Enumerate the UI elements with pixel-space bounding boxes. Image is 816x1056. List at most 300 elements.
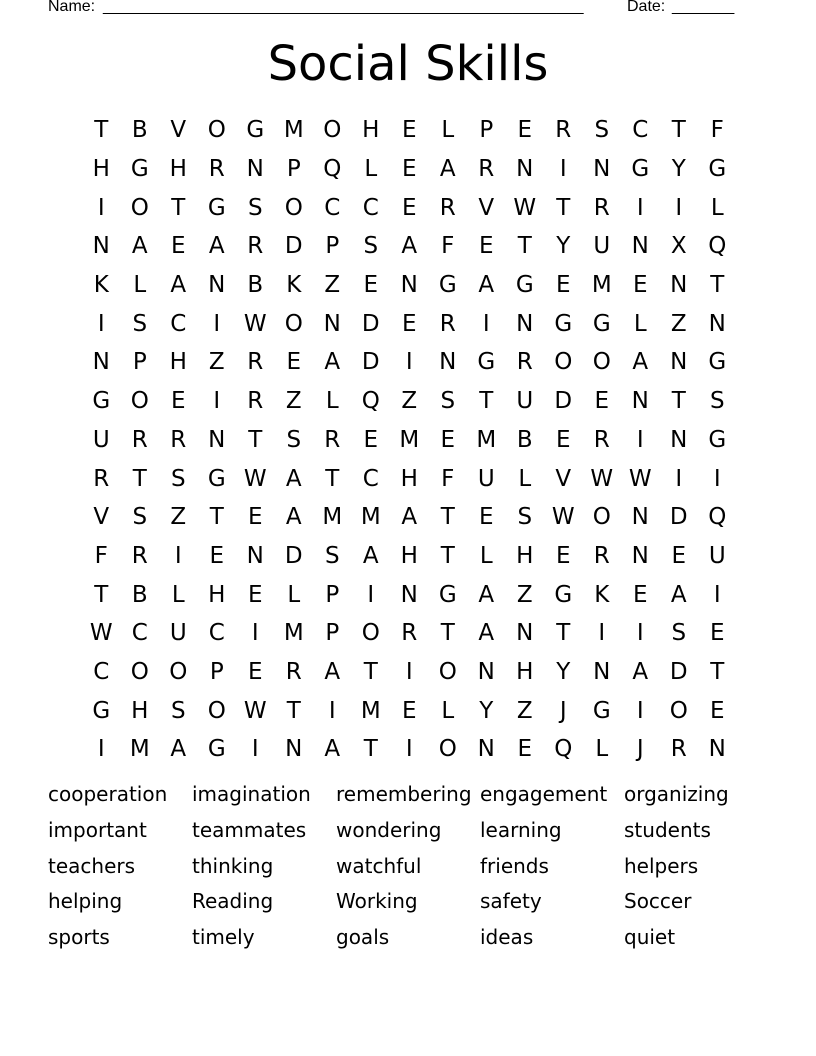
grid-letter: I — [97, 194, 105, 221]
grid-letter: P — [286, 156, 301, 183]
grid-letter: E — [517, 117, 533, 144]
grid-letter: R — [247, 388, 264, 415]
grid-letter: Q — [708, 233, 727, 260]
grid-letter: R — [593, 542, 610, 569]
grid-letter: N — [670, 349, 688, 376]
grid-letter: G — [207, 194, 226, 221]
date-blank: _______ — [672, 0, 735, 15]
grid-letter: R — [247, 349, 264, 376]
word-list-item: Reading — [192, 889, 274, 914]
grid-letter: T — [363, 736, 378, 763]
grid-letter: W — [628, 465, 652, 492]
grid-letter: I — [405, 658, 413, 685]
grid-letter: E — [555, 542, 571, 569]
grid-letter: P — [325, 233, 340, 260]
grid-letter: A — [131, 233, 148, 260]
grid-letter: H — [362, 117, 380, 144]
grid-letter: C — [632, 117, 649, 144]
grid-letter: R — [555, 117, 572, 144]
grid-letter: E — [709, 697, 725, 724]
word-list-item: Working — [336, 889, 418, 914]
grid-letter: I — [636, 697, 644, 724]
grid-letter: L — [171, 581, 185, 608]
grid-letter: I — [367, 581, 375, 608]
grid-letter: A — [324, 658, 341, 685]
word-list-item: goals — [336, 925, 390, 950]
grid-letter: M — [360, 504, 381, 531]
grid-letter: Q — [708, 504, 727, 531]
grid-letter: N — [400, 581, 418, 608]
grid-letter: Z — [208, 349, 225, 376]
grid-letter: G — [246, 117, 265, 144]
grid-letter: G — [554, 581, 573, 608]
grid-letter: V — [478, 194, 495, 221]
word-list-item: teammates — [192, 817, 307, 842]
word-list-item: sports — [48, 925, 110, 950]
grid-letter: N — [246, 542, 264, 569]
grid-letter: N — [208, 272, 226, 299]
grid-letter: M — [476, 426, 497, 453]
word-list-item: ideas — [480, 925, 534, 950]
grid-letter: H — [516, 658, 534, 685]
grid-letter: G — [708, 349, 727, 376]
grid-letter: I — [328, 697, 336, 724]
grid-letter: M — [322, 504, 343, 531]
grid-letter: T — [479, 388, 494, 415]
grid-letter: R — [208, 156, 225, 183]
word-list-item: students — [624, 817, 711, 842]
grid-letter: W — [243, 465, 267, 492]
grid-letter: I — [598, 620, 606, 647]
grid-letter: S — [170, 465, 186, 492]
grid-letter: F — [710, 117, 724, 144]
grid-letter: R — [439, 194, 456, 221]
grid-letter: B — [247, 272, 264, 299]
grid-letter: A — [285, 465, 302, 492]
grid-letter: K — [93, 272, 109, 299]
grid-letter: Z — [324, 272, 341, 299]
grid-letter: N — [708, 736, 726, 763]
grid-letter: L — [479, 542, 493, 569]
grid-letter: Y — [671, 156, 686, 183]
word-list-item: teachers — [48, 853, 136, 878]
grid-letter: E — [594, 388, 610, 415]
grid-letter: T — [209, 504, 224, 531]
grid-letter: H — [169, 156, 187, 183]
grid-letter: G — [438, 581, 457, 608]
grid-letter: O — [361, 620, 380, 647]
grid-letter: Q — [323, 156, 342, 183]
grid-letter: E — [363, 272, 379, 299]
grid-letter: U — [593, 233, 611, 260]
grid-letter: S — [594, 117, 610, 144]
grid-letter: Z — [516, 581, 533, 608]
grid-letter: P — [479, 117, 494, 144]
grid-letter: V — [555, 465, 572, 492]
grid-letter: W — [89, 620, 113, 647]
grid-letter: A — [632, 349, 649, 376]
grid-letter: G — [207, 465, 226, 492]
grid-letter: B — [131, 117, 148, 144]
grid-letter: G — [438, 272, 457, 299]
grid-letter: G — [515, 272, 534, 299]
grid-letter: O — [207, 117, 226, 144]
grid-letter: I — [251, 736, 259, 763]
grid-letter: Q — [361, 388, 380, 415]
grid-letter: S — [170, 697, 186, 724]
grid-letter: T — [556, 620, 571, 647]
grid-letter: U — [477, 465, 495, 492]
grid-letter: E — [247, 504, 263, 531]
grid-letter: O — [130, 658, 149, 685]
grid-letter: N — [477, 658, 495, 685]
grid-letter: X — [670, 233, 687, 260]
grid-letter: S — [363, 233, 379, 260]
grid-letter: R — [478, 156, 495, 183]
grid-letter: I — [636, 194, 644, 221]
grid-letter: D — [669, 658, 688, 685]
grid-letter: N — [92, 233, 110, 260]
grid-letter: A — [478, 272, 495, 299]
grid-letter: T — [556, 194, 571, 221]
grid-letter: C — [93, 658, 110, 685]
word-list-item: timely — [192, 925, 255, 950]
grid-letter: M — [591, 272, 612, 299]
grid-letter: L — [595, 736, 609, 763]
grid-letter: R — [247, 233, 264, 260]
grid-letter: V — [170, 117, 187, 144]
grid-letter: N — [208, 426, 226, 453]
grid-letter: E — [478, 504, 494, 531]
grid-letter: B — [516, 426, 533, 453]
grid-letter: O — [669, 697, 688, 724]
grid-letter: U — [92, 426, 110, 453]
grid-letter: N — [477, 736, 495, 763]
grid-letter: N — [631, 388, 649, 415]
grid-letter: G — [708, 426, 727, 453]
grid-letter: C — [362, 465, 379, 492]
grid-letter: N — [670, 426, 688, 453]
grid-letter: A — [170, 272, 187, 299]
grid-letter: S — [132, 504, 148, 531]
grid-letter: J — [559, 697, 567, 724]
grid-letter: G — [92, 388, 111, 415]
grid-letter: T — [94, 581, 109, 608]
grid-letter: I — [213, 310, 221, 337]
grid-letter: I — [713, 465, 721, 492]
grid-letter: N — [708, 310, 726, 337]
grid-letter: O — [438, 658, 457, 685]
grid-letter: A — [439, 156, 456, 183]
grid-letter: N — [439, 349, 457, 376]
grid-letter: L — [133, 272, 147, 299]
grid-letter: E — [555, 426, 571, 453]
word-list-item: organizing — [624, 782, 729, 806]
grid-letter: T — [132, 465, 147, 492]
grid-letter: T — [363, 658, 378, 685]
grid-letter: J — [636, 736, 644, 763]
grid-letter: O — [207, 697, 226, 724]
grid-letter: G — [554, 310, 573, 337]
grid-letter: D — [361, 349, 380, 376]
word-list-item: engagement — [480, 782, 608, 806]
grid-letter: Y — [479, 697, 494, 724]
grid-letter: W — [513, 194, 537, 221]
grid-letter: B — [131, 581, 148, 608]
word-search-grid — [82, 111, 737, 769]
grid-letter: O — [592, 504, 611, 531]
grid-letter: E — [401, 156, 417, 183]
grid-letter: C — [131, 620, 148, 647]
grid-letter: G — [207, 736, 226, 763]
grid-letter: H — [400, 542, 418, 569]
grid-letter: M — [283, 117, 304, 144]
grid-letter: S — [709, 388, 725, 415]
grid-letter: G — [708, 156, 727, 183]
grid-letter: T — [440, 504, 455, 531]
grid-letter: C — [362, 194, 379, 221]
word-list-item: safety — [480, 889, 542, 914]
word-list-item: wondering — [336, 817, 442, 842]
grid-letter: E — [247, 658, 263, 685]
grid-letter: S — [671, 620, 687, 647]
grid-letter: U — [169, 620, 187, 647]
grid-letter: C — [170, 310, 187, 337]
grid-letter: G — [92, 697, 111, 724]
grid-letter: A — [670, 581, 687, 608]
grid-letter: P — [209, 658, 224, 685]
grid-letter: R — [593, 194, 610, 221]
grid-letter: E — [555, 272, 571, 299]
grid-letter: Z — [285, 388, 302, 415]
grid-letter: I — [675, 194, 683, 221]
grid-letter: E — [401, 310, 417, 337]
grid-letter: O — [130, 194, 149, 221]
grid-letter: O — [554, 349, 573, 376]
grid-letter: S — [440, 388, 456, 415]
grid-letter: P — [132, 349, 147, 376]
grid-letter: N — [516, 310, 534, 337]
grid-letter: G — [477, 349, 496, 376]
grid-letter: G — [130, 156, 149, 183]
grid-letter: A — [478, 581, 495, 608]
grid-letter: L — [325, 388, 339, 415]
grid-letter: T — [248, 426, 263, 453]
grid-letter: S — [132, 310, 148, 337]
grid-letter: M — [399, 426, 420, 453]
grid-letter: U — [708, 542, 726, 569]
grid-letter: N — [631, 233, 649, 260]
grid-letter: D — [284, 542, 303, 569]
grid-letter: W — [590, 465, 614, 492]
word-list-item: important — [48, 817, 147, 842]
grid-letter: A — [324, 736, 341, 763]
grid-letter: D — [669, 504, 688, 531]
grid-letter: A — [324, 349, 341, 376]
grid-letter: H — [92, 156, 110, 183]
grid-letter: L — [441, 117, 455, 144]
grid-letter: M — [360, 697, 381, 724]
grid-letter: N — [516, 156, 534, 183]
grid-letter: W — [551, 504, 575, 531]
grid-letter: N — [516, 620, 534, 647]
grid-letter: Y — [556, 658, 571, 685]
grid-letter: P — [325, 620, 340, 647]
word-list-item: remembering — [336, 782, 472, 806]
word-list-item: helpers — [624, 853, 699, 878]
grid-letter: O — [169, 658, 188, 685]
grid-letter: L — [518, 465, 532, 492]
grid-letter: N — [246, 156, 264, 183]
grid-letter: E — [170, 233, 186, 260]
grid-letter: R — [131, 426, 148, 453]
name-label: Name: — [48, 0, 96, 15]
grid-letter: A — [401, 504, 418, 531]
grid-letter: I — [97, 310, 105, 337]
grid-letter: H — [131, 697, 149, 724]
grid-letter: Z — [516, 697, 533, 724]
grid-letter: R — [670, 736, 687, 763]
grid-letter: D — [554, 388, 573, 415]
grid-letter: T — [440, 620, 455, 647]
word-list-item: imagination — [192, 782, 311, 806]
grid-letter: Z — [670, 310, 687, 337]
grid-letter: H — [208, 581, 226, 608]
grid-letter: T — [171, 194, 186, 221]
word-list-item: quiet — [624, 925, 676, 950]
grid-letter: L — [287, 581, 301, 608]
grid-letter: O — [438, 736, 457, 763]
grid-letter: F — [94, 542, 108, 569]
grid-letter: E — [401, 194, 417, 221]
grid-letter: L — [364, 156, 378, 183]
grid-letter: E — [709, 620, 725, 647]
grid-letter: S — [286, 426, 302, 453]
grid-letter: I — [405, 736, 413, 763]
grid-letter: I — [97, 736, 105, 763]
grid-letter: A — [208, 233, 225, 260]
grid-letter: O — [284, 194, 303, 221]
grid-letter: N — [400, 272, 418, 299]
grid-letter: N — [670, 272, 688, 299]
grid-letter: K — [286, 272, 302, 299]
grid-letter: T — [440, 542, 455, 569]
page-title: Social Skills — [267, 36, 549, 92]
grid-letter: R — [324, 426, 341, 453]
grid-letter: W — [243, 697, 267, 724]
grid-letter: L — [633, 310, 647, 337]
grid-letter: L — [441, 697, 455, 724]
grid-letter: E — [209, 542, 225, 569]
grid-letter: C — [324, 194, 341, 221]
grid-letter: W — [243, 310, 267, 337]
grid-letter: R — [516, 349, 533, 376]
grid-letter: S — [324, 542, 340, 569]
grid-letter: O — [592, 349, 611, 376]
grid-letter: E — [632, 272, 648, 299]
grid-letter: S — [517, 504, 533, 531]
grid-letter: I — [559, 156, 567, 183]
grid-letter: T — [671, 117, 686, 144]
grid-letter: Z — [170, 504, 187, 531]
grid-letter: E — [671, 542, 687, 569]
grid-letter: E — [286, 349, 302, 376]
grid-letter: T — [710, 272, 725, 299]
grid-letter: N — [593, 658, 611, 685]
grid-letter: C — [208, 620, 225, 647]
grid-letter: T — [671, 388, 686, 415]
grid-letter: O — [323, 117, 342, 144]
grid-letter: E — [363, 426, 379, 453]
grid-letter: N — [92, 349, 110, 376]
grid-letter: G — [631, 156, 650, 183]
grid-letter: N — [631, 504, 649, 531]
grid-letter: Y — [556, 233, 571, 260]
grid-letter: D — [284, 233, 303, 260]
grid-letter: Z — [401, 388, 418, 415]
grid-letter: E — [478, 233, 494, 260]
grid-letter: D — [361, 310, 380, 337]
grid-letter: N — [631, 542, 649, 569]
grid-letter: H — [169, 349, 187, 376]
grid-letter: T — [325, 465, 340, 492]
grid-letter: O — [130, 388, 149, 415]
date-label: Date: — [627, 0, 666, 15]
word-list-item: cooperation — [48, 782, 168, 806]
grid-letter: F — [441, 465, 455, 492]
grid-letter: S — [247, 194, 263, 221]
word-list-item: friends — [480, 853, 549, 878]
word-list — [48, 777, 768, 956]
grid-letter: I — [405, 349, 413, 376]
word-list-item: learning — [480, 817, 562, 842]
grid-letter: I — [251, 620, 259, 647]
header-line — [48, 0, 748, 18]
grid-letter: R — [593, 426, 610, 453]
grid-letter: N — [593, 156, 611, 183]
grid-letter: U — [516, 388, 534, 415]
grid-letter: N — [323, 310, 341, 337]
word-list-item: watchful — [336, 853, 422, 878]
grid-letter: A — [632, 658, 649, 685]
name-blank: ______________________________________________________ — [103, 0, 584, 15]
grid-letter: T — [710, 658, 725, 685]
grid-letter: I — [213, 388, 221, 415]
grid-letter: H — [400, 465, 418, 492]
grid-letter: O — [284, 310, 303, 337]
grid-letter: T — [517, 233, 532, 260]
grid-letter: T — [286, 697, 301, 724]
grid-letter: Q — [554, 736, 573, 763]
grid-letter: A — [170, 736, 187, 763]
grid-letter: R — [285, 658, 302, 685]
grid-letter: E — [401, 117, 417, 144]
grid-letter: I — [482, 310, 490, 337]
grid-letter: R — [170, 426, 187, 453]
grid-letter: I — [713, 581, 721, 608]
grid-letter: R — [131, 542, 148, 569]
grid-letter: R — [439, 310, 456, 337]
grid-letter: N — [285, 736, 303, 763]
grid-letter: I — [636, 620, 644, 647]
grid-letter: V — [93, 504, 110, 531]
grid-letter: G — [592, 310, 611, 337]
word-list-item: Soccer — [624, 889, 692, 914]
grid-letter: R — [93, 465, 110, 492]
grid-letter: E — [170, 388, 186, 415]
grid-letter: I — [636, 426, 644, 453]
grid-letter: A — [478, 620, 495, 647]
